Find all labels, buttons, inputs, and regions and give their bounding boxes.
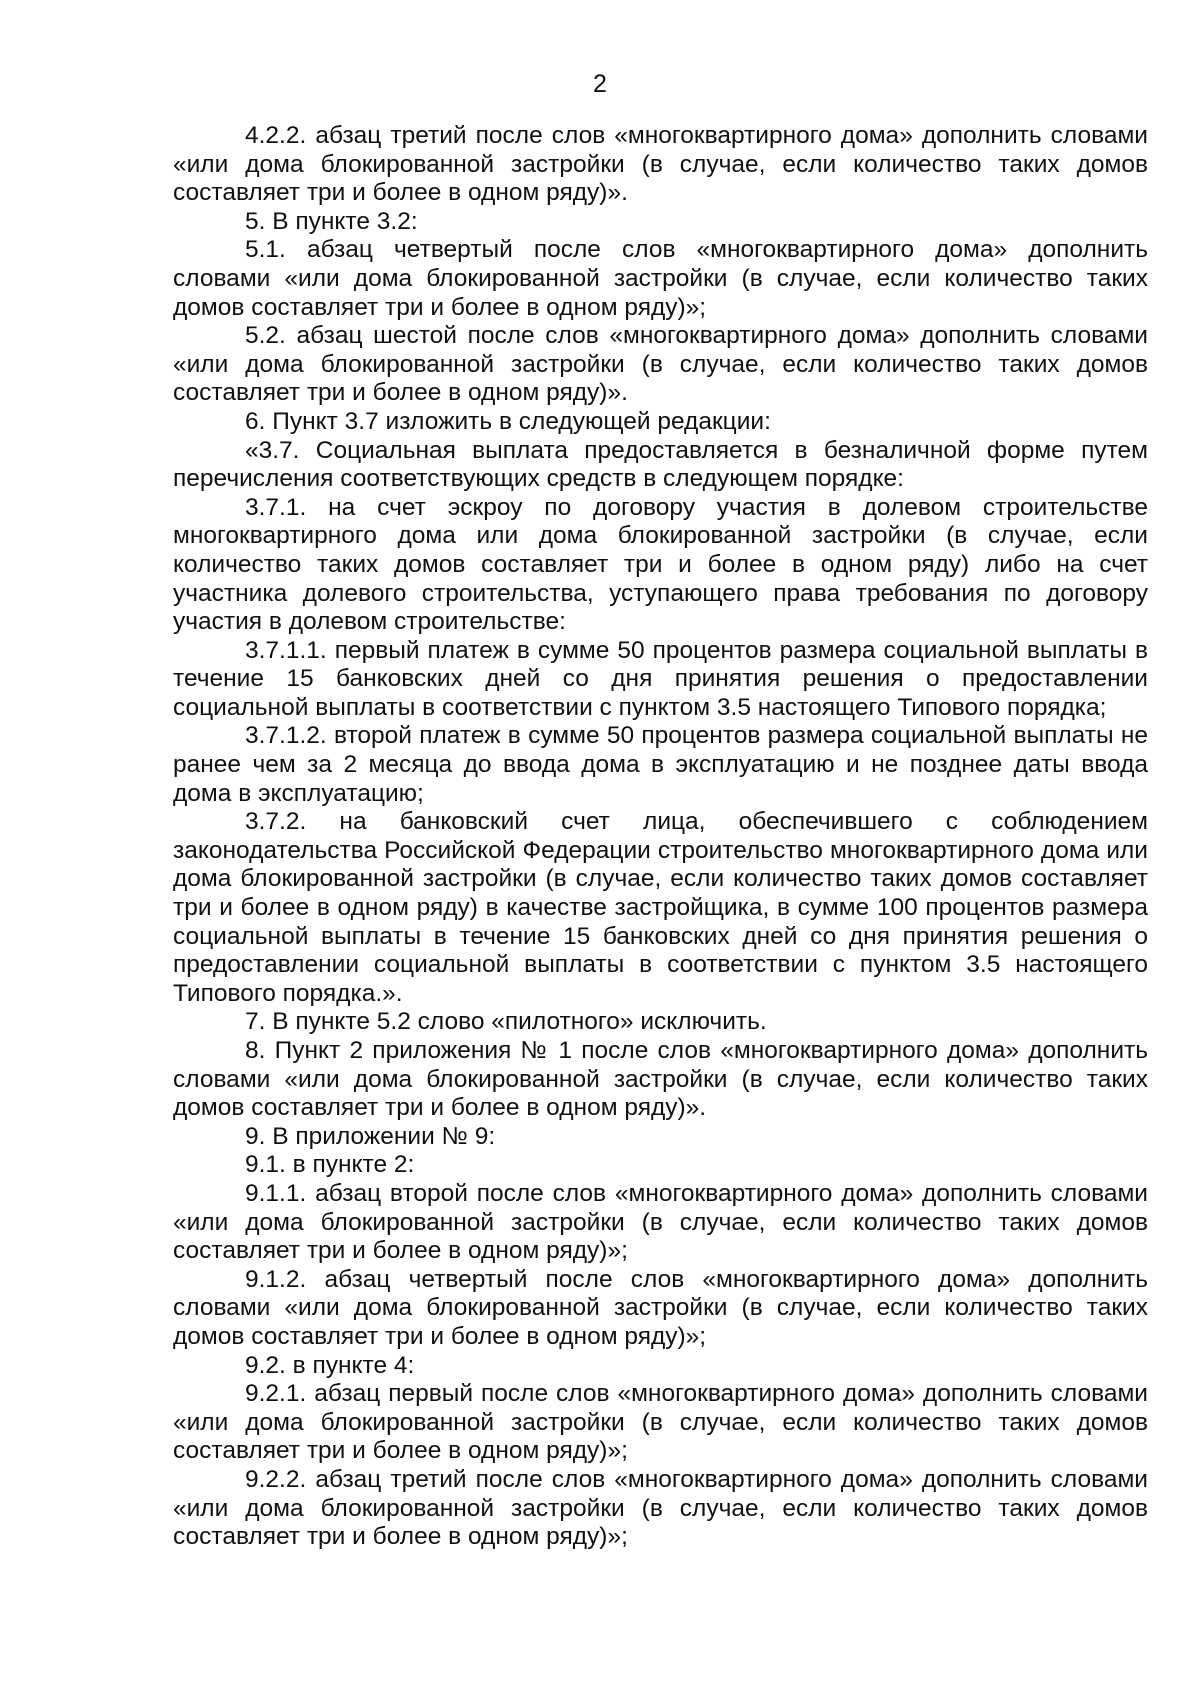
paragraph-7: 7. В пункте 5.2 слово «пилотного» исключить. xyxy=(245,1008,767,1036)
paragraph-3-7-1: 3.7.1. на счет эскроу по договору участия в долевом строительстве многоквартирного дома или дома блокированной застройки (в случае, если количество таких домов составляет три и более в одном ряду) либо на счет участника долевого строительства, уступающего права требования по договору участия в долевом строительстве: xyxy=(173,493,1148,636)
paragraph-6: 6. Пункт 3.7 изложить в следующей редакции: xyxy=(245,407,771,435)
paragraph-9-1-1: 9.1.1. абзац второй после слов «многоквартирного дома» дополнить словами «или дома блокированной застройки (в случае, если количество таких домов составляет три и более в одном ряду)»; xyxy=(173,1179,1148,1265)
paragraph-5-1: 5.1. абзац четвертый после слов «многоквартирного дома» дополнить словами «или дома блокированной застройки (в случае, если количество таких домов составляет три и более в одном ряду)»; xyxy=(173,236,1148,321)
paragraph-3-7: «3.7. Социальная выплата предоставляется в безналичной форме путем перечисления соответствующих средств в следующем порядке: xyxy=(173,436,1148,493)
paragraph-3-7-1-1: 3.7.1.1. первый платеж в сумме 50 процентов размера социальной выплаты в течение 15 банковских дней со дня принятия решения о предоставлении социальной выплаты в соответствии с пунктом 3.5 настоящего Типового порядка; xyxy=(173,636,1148,721)
paragraph-9-1: 9.1. в пункте 2: xyxy=(245,1151,415,1179)
paragraph-8: 8. Пункт 2 приложения № 1 после слов «многоквартирного дома» дополнить словами «или дома блокированной застройки (в случае, если количество таких домов составляет три и более в одном ряду)». xyxy=(173,1037,1148,1122)
paragraph-5: 5. В пункте 3.2: xyxy=(245,207,418,235)
paragraph-9-2-2: 9.2.2. абзац третий после слов «многоквартирного дома» дополнить словами «или дома блокированной застройки (в случае, если количество таких домов составляет три и более в одном ряду)»; xyxy=(173,1465,1148,1551)
paragraph-5-2: 5.2. абзац шестой после слов «многоквартирного дома» дополнить словами «или дома блокированной застройки (в случае, если количество таких домов составляет три и более в одном ряду)». xyxy=(173,322,1148,407)
page-number: 2 xyxy=(593,70,607,98)
paragraph-9-2: 9.2. в пункте 4: xyxy=(245,1351,415,1379)
paragraph-9-1-2: 9.1.2. абзац четвертый после слов «многоквартирного дома» дополнить словами «или дома блокированной застройки (в случае, если количество таких домов составляет три и более в одном ряду)»; xyxy=(173,1265,1148,1350)
document-body xyxy=(173,122,1148,1552)
paragraph-9-2-1: 9.2.1. абзац первый после слов «многоквартирного дома» дополнить словами «или дома блокированной застройки (в случае, если количество таких домов составляет три и более в одном ряду)»; xyxy=(173,1380,1148,1465)
paragraph-4-2-2: 4.2.2. абзац третий после слов «многоквартирного дома» дополнить словами «или дома блокированной застройки (в случае, если количество таких домов составляет три и более в одном ряду)». xyxy=(173,122,1148,207)
paragraph-3-7-2: 3.7.2. на банковский счет лица, обеспечившего с соблюдением законодательства Российской Федерации строительство многоквартирного дома или дома блокированной застройки (в случае, если количество таких домов составляет три и более в одном ряду) в качестве застройщика, в сумме 100 процентов размера социальной выплаты в течение 15 банковских дней со дня принятия решения о предоставлении социальной выплаты в соответствии с пунктом 3.5 настоящего Типового порядка.». xyxy=(173,808,1148,1007)
paragraph-3-7-1-2: 3.7.1.2. второй платеж в сумме 50 процентов размера социальной выплаты не ранее чем за 2 месяца до ввода дома в эксплуатацию и не позднее даты ввода дома в эксплуатацию; xyxy=(173,722,1148,807)
paragraph-9: 9. В приложении № 9: xyxy=(245,1122,496,1150)
